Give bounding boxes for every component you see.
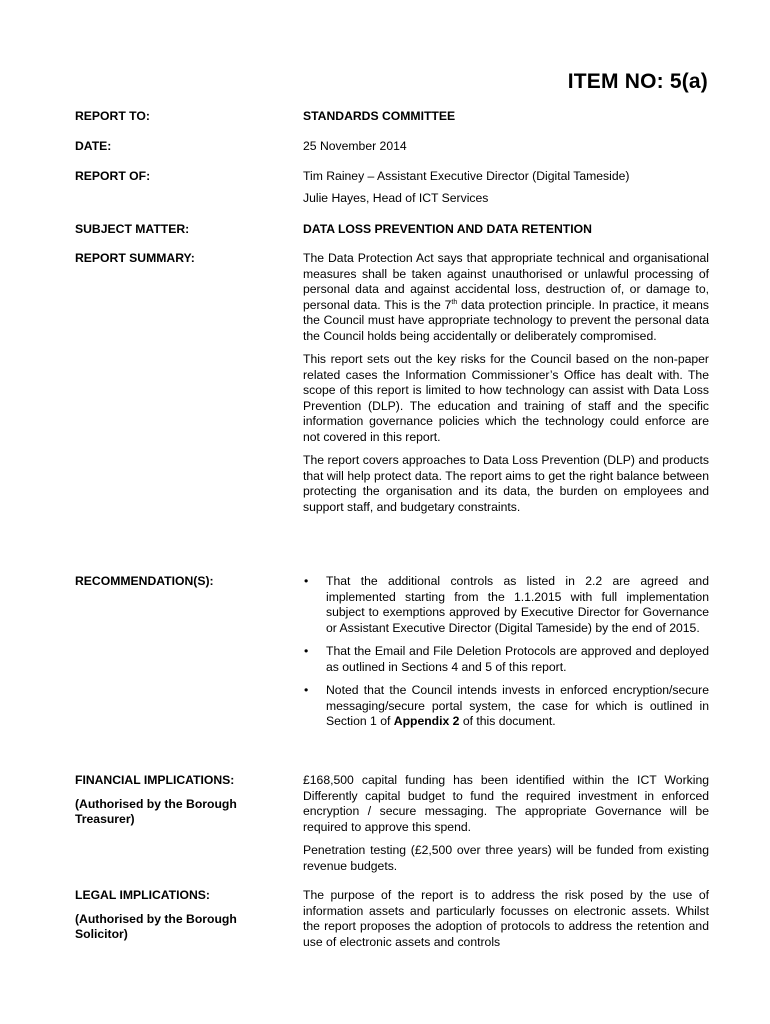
recommendations-label: RECOMMENDATION(S): [75,574,214,588]
financial-text [303,773,709,874]
subject-label: SUBJECT MATTER: [75,222,190,236]
recommendation-item: • That the additional controls as listed in 2.2 are agreed and implemented starting from the 1.1.2015 with full implementation subject to exemptions approved by Executive Director for Governance or Assistant Executive Director (Digital Tameside) by the end of 2015. [304,574,709,635]
legal-authorisation: (Authorised by the Borough Solicitor) [75,911,237,941]
summary-paragraph-2: This report sets out the key risks for the Council based on the non-paper related cases the Information Commissioner’s Office has dealt with. The scope of this report is limited to how technology can assist with Data Loss Prevention (DLP). The education and training of staff and the specific information governance policies which the technology could enforce are not covered in this report. [303,352,709,444]
summary-label: REPORT SUMMARY: [75,251,195,265]
financial-label: FINANCIAL IMPLICATIONS: (Authorised by the Borough Treasurer) [75,773,290,828]
financial-authorisation: (Authorised by the Borough Treasurer) [75,796,237,826]
subject-value: DATA LOSS PREVENTION AND DATA RETENTION [303,222,592,236]
legal-label: LEGAL IMPLICATIONS: (Authorised by the Borough Solicitor) [75,888,290,943]
appendix-reference: Appendix 2 [393,714,460,728]
financial-paragraph-2: Penetration testing (£2,500 over three years) will be funded from existing revenue budgets. [303,843,709,873]
bullet-icon: • [304,683,309,697]
summary-paragraph-1: The Data Protection Act says that appropriate technical and organisational measures shall be taken against unauthorised or unlawful processing of personal data and against accidental loss, destruction of, or damage to, personal data. This is the 7th data protection principle. In practice, it means the Council must have appropriate technology to prevent the personal data the Council holds being accidentally or deliberately compromised. [303,251,709,343]
financial-paragraph-1: £168,500 capital funding has been identified within the ICT Working Differently capital budget to fund the required investment in enforced encryption / secure messaging. The appropriate Governance will be required to approve this spend. [303,773,709,834]
recommendations-list [303,574,709,738]
legal-text [303,888,709,950]
report-of-label: REPORT OF: [75,169,151,183]
report-of-author-2: Julie Hayes, Head of ICT Services [303,190,489,205]
date-label: DATE: [75,139,112,153]
legal-paragraph-1: The purpose of the report is to address the risk posed by the use of information assets and particularly focusses on electronic assets. Whilst the report proposes the adoption of protocols to address the retention and use of electronic assets and controls [303,888,709,949]
report-of-value [303,169,709,206]
bullet-icon: • [304,574,309,588]
report-to-value: STANDARDS COMMITTEE [303,109,456,123]
item-number: ITEM NO: 5(a) [567,70,708,93]
recommendation-item: • That the Email and File Deletion Protocols are approved and deployed as outlined in Sections 4 and 5 of this report. [304,644,709,674]
date-value: 25 November 2014 [303,139,407,153]
report-of-author-1: Tim Rainey – Assistant Executive Director (Digital Tameside) [303,169,630,183]
ordinal-suffix: th [451,298,458,306]
summary-paragraph-3: The report covers approaches to Data Loss Prevention (DLP) and products that will help protect data. The report aims to get the right balance between protecting the organisation and its data, the burden on employees and support staff, and budgetary constraints. [303,453,709,514]
report-to-label: REPORT TO: [75,109,150,123]
bullet-icon: • [304,644,309,658]
summary-text [303,251,709,515]
recommendation-item: • Noted that the Council intends invests in enforced encryption/secure messaging/secure portal system, the case for which is outlined in Section 1 of Appendix 2 of this document. [304,683,709,728]
